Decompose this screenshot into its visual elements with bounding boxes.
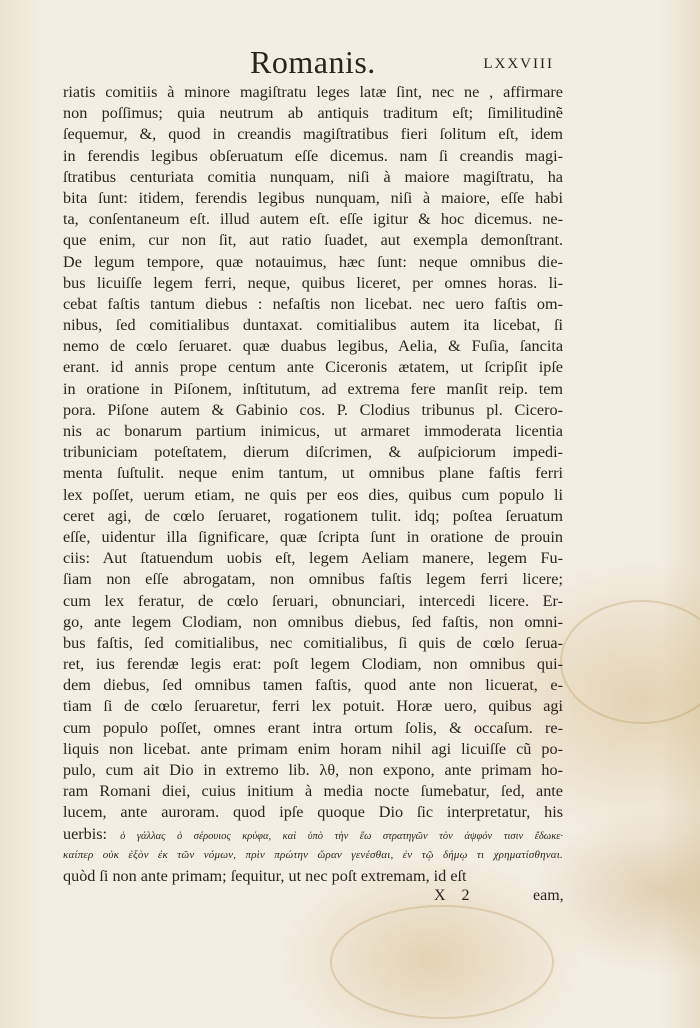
page-header — [0, 44, 700, 84]
text-line: cum lex feratur, de cœlo ſeruari, obnunciari, intercedi licere. Er- — [63, 591, 563, 610]
greek-quote-line: καίπερ οὐκ ἐξὸν ἐκ τῶν νόμων, πρὶν πρώτην ὥραν γενέσθαι, ἐν τῷ δήμῳ τι χρηματίσθηναι. — [63, 848, 563, 861]
text-line: cebat faſtis tantum diebus : nefaſtis non licebat. nec uero faſtis om- — [63, 294, 563, 313]
text-line: in ferendis legibus obſeruatum eſſe dicemus. nam ſi creandis magi- — [63, 146, 563, 165]
text-line: bus faſtis, ſed comitialibus, nec comitialibus, ſi quis de cœlo ſerua- — [63, 633, 563, 652]
text-line: liquis non licebat. ante primam enim horam nihil agi licuiſſe cũ po- — [63, 739, 563, 758]
text-line: tiam ſi de cœlo ſeruaretur, ferri lex potuit. Horæ uero, quibus agi — [63, 697, 563, 716]
water-stain — [560, 600, 700, 724]
text-line: ret, ius ferendæ legis erat: poſt legem Clodiam, non omnibus qui- — [63, 655, 563, 674]
text-line: cum populo poſſet, omnes erant intra ortum ſolis, & occaſum. re- — [63, 718, 563, 737]
greek-quote: ὁ γάλλας ὁ σέρουιος κρύφα, καὶ ὑπὸ τὴν ἕω στρατηγῶν τὸν ἀψφόν τισιν ἔδωκε· — [120, 830, 563, 842]
catchword: eam, — [533, 887, 564, 904]
text-line: ſtratibus centuriata comitia nunquam, niſi à maiore magiſtratu, ha — [63, 167, 563, 186]
text-line: erant. id annis prope centum ante Ciceronis ætatem, ut ſcripſit ipſe — [63, 358, 563, 377]
page-footer — [0, 887, 700, 917]
text-line: non poſſimus; quia neutrum ab antiquis traditum eſt; ſimilitudinẽ — [63, 104, 563, 123]
latin-text: uerbis: — [63, 824, 121, 843]
text-line: lex poſſet, uerum etiam, ne quis per eos dies, quibus cum populo li — [63, 485, 563, 504]
text-line: tribuniciam poteſtatem, dierum diſcrimen, & auſpiciorum impedi- — [63, 443, 563, 462]
text-line: quòd ſi non ante primam; ſequitur, ut nec poſt extremam, id eſt — [63, 866, 467, 885]
text-line: menta ſuſtulit. neque enim tantum, ut omnibus plane faſtis ferri — [63, 464, 563, 483]
text-line: ta, conſentaneum eſt. illud autem eſt. eſſe igitur & hoc dicemus. ne- — [63, 210, 563, 229]
text-line: bita ſunt: itidem, ferendis legibus nunquam, niſi à maiore, eſſe habi — [63, 188, 563, 207]
text-line: ceret agi, de cœlo ſeruaret, rogationem tulit. idq; poſtea ſeruatum — [63, 506, 563, 525]
body-text — [63, 82, 563, 887]
text-line: bus licuiſſe legem ferri, neque, quibus liceret, per omnes horas. li- — [63, 273, 563, 292]
text-line: ram Romani diei, cuius initium à media nocte ſumebatur, ſed, ante — [63, 782, 563, 801]
text-line: ſiam non eſſe abrogatam, non omnibus faſtis legem ferri licere; — [63, 570, 563, 589]
folio-number: LXXVIII — [483, 56, 554, 72]
text-line: dem diebus, ſed omnibus tamen faſtis, quod ante non licuerat, e- — [63, 676, 563, 695]
text-line: pora. Piſone autem & Gabinio cos. P. Clodius tribunus pl. Cicero- — [63, 400, 563, 419]
running-title: Romanis. — [250, 44, 376, 80]
text-line: in oratione in Piſonem, inſtitutum, ad extrema fere manſit reip. tem — [63, 379, 563, 398]
text-line-mixed — [63, 824, 563, 845]
water-stain — [330, 905, 554, 1019]
text-line: De legum tempore, quæ notauimus, hæc ſunt: neque omnibus die- — [63, 252, 563, 271]
text-line: nemo de cœlo ſeruaret. quæ duabus legibus, Aelia, & Fuſia, ſancita — [63, 337, 563, 356]
text-line: nis ac bonarum partium inimicus, ut armaret immoderata licentia — [63, 422, 563, 440]
text-line: ciis: Aut ſtatuendum uobis eſt, legem Aeliam manere, legem Fu- — [63, 549, 563, 568]
text-line: eſſe, uidentur illa ſignificare, quæ ſcripta ſunt in oratione de prouin — [63, 527, 563, 546]
text-line: go, ante legem Clodiam, non omnibus diebus, ſed faſtis, non omni- — [63, 612, 563, 631]
text-line: lucem, ante auroram. quod ipſe quoque Dio ſic interpretatur, his — [63, 803, 563, 822]
signature-mark: X 2 — [434, 887, 476, 904]
text-line: nibus, ſed comitialibus duntaxat. comitialibus autem ita licebat, ſi — [63, 316, 563, 335]
text-line: riatis comitiis à minore magiſtratu leges latæ ſint, nec ne , affirmare — [63, 83, 563, 101]
text-line: que enim, cur non ſit, aut ratio ſuadet, aut exempla demonſtrant. — [63, 231, 563, 250]
text-line: ſequemur, &, quod in creandis magiſtratibus fieri ſolitum eſt, idem — [63, 125, 563, 144]
text-line: pulo, cum ait Dio in extremo lib. λθ, non expono, ante primam ho- — [63, 761, 563, 779]
